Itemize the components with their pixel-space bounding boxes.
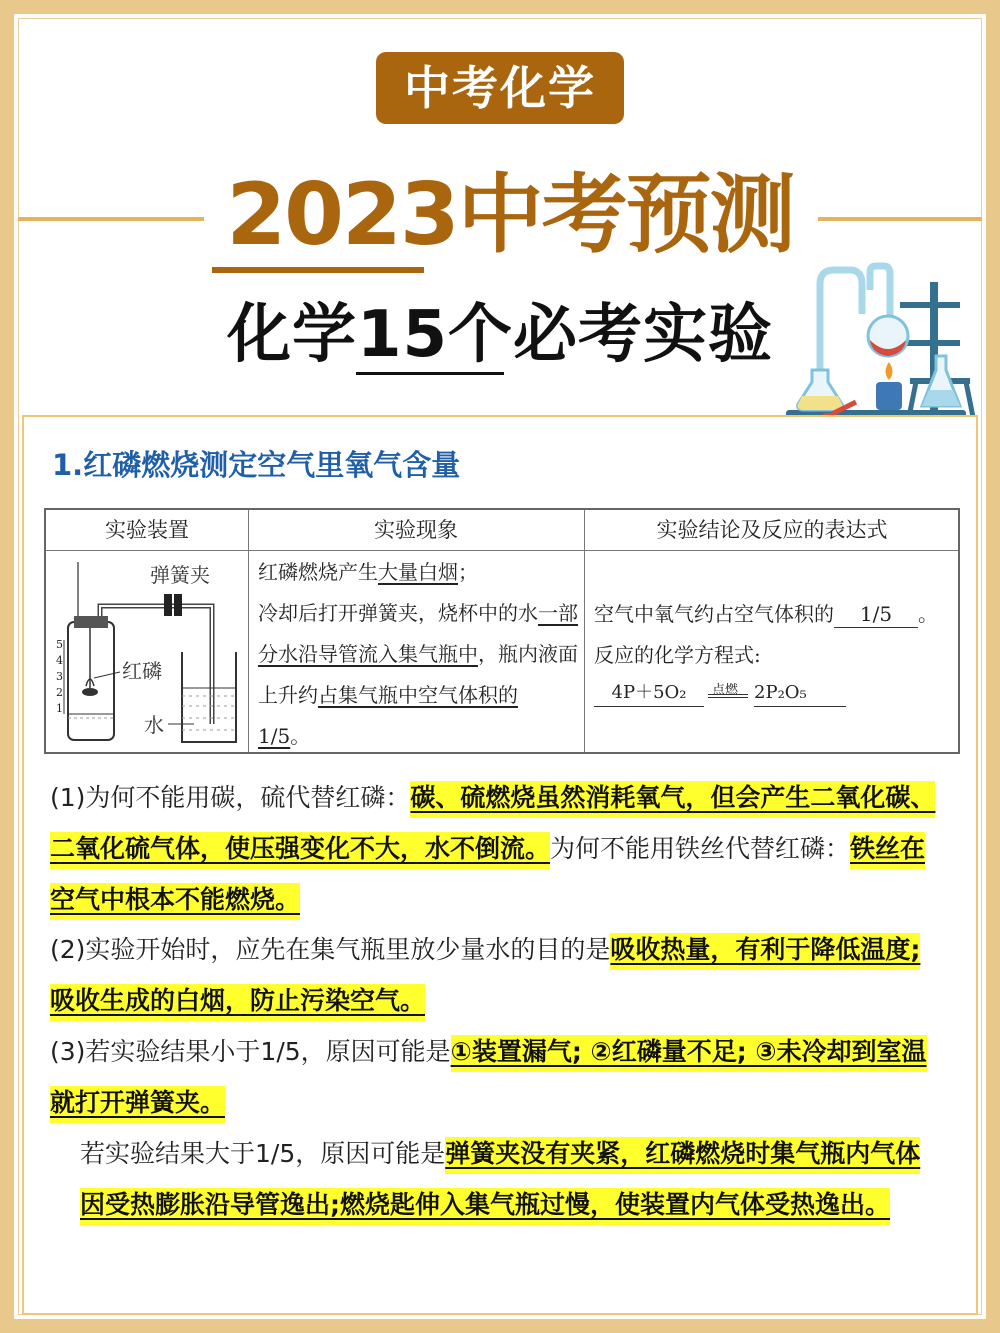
answer-highlight: 碳、硫燃烧虽然消耗氧气，但会产生二氧化碳、二氧化硫气体，使压强变化不大，水不倒流。 <box>50 781 935 869</box>
question-text: 为何不能用铁丝代替红磷： <box>550 834 851 863</box>
phenomena-line: ； <box>458 560 478 584</box>
question-text: (2)实验开始时，应先在集气瓶里放少量水的目的是 <box>50 935 611 964</box>
answer-highlight: 吸收热量，有利于降低温度;吸收生成的白烟，防止污染空气。 <box>50 933 920 1021</box>
scale-tick-label: 2 <box>56 686 63 699</box>
question-text: (1)为何不能用碳，硫代替红磷： <box>50 783 411 812</box>
phenomena-line: 冷却后打开弹簧夹，烧杯中的水 <box>258 601 538 625</box>
section-heading: 1.红磷燃烧测定空气里氧气含量 <box>52 448 461 482</box>
scale-tick-label: 4 <box>56 654 63 667</box>
equation-equals <box>708 694 748 698</box>
label-red-phosphorus: 红磷 <box>122 659 162 683</box>
title-rule-left <box>18 217 204 221</box>
phenomena-underline: 大量白烟 <box>378 560 458 584</box>
question-text: 若实验结果大于1/5，原因可能是 <box>80 1139 446 1168</box>
phenomena-line: 。 <box>290 724 311 748</box>
table-header-apparatus: 实验装置 <box>105 518 189 542</box>
scale-tick-label: 3 <box>56 670 63 683</box>
conclusion-line: 反应的化学方程式: <box>594 643 761 667</box>
scale-tick-label: 5 <box>56 638 63 651</box>
conclusion-line: 。 <box>918 602 938 626</box>
experiment-table <box>44 508 960 754</box>
label-spring-clip: 弹簧夹 <box>150 563 210 587</box>
phenomena-underline: 1/5 <box>258 724 291 748</box>
question-4 <box>50 1128 940 1230</box>
apparatus-diagram <box>50 554 246 750</box>
answer-highlight: 弹簧夹没有夹紧，红磷燃烧时集气瓶内气体因受热膨胀沿导管逸出;燃烧匙伸入集气瓶过慢，使装置内气体受热逸出。 <box>80 1137 920 1225</box>
equation-reactants: 4P＋5O₂ <box>594 680 704 707</box>
phenomena-underline: 分水沿导管流入集气瓶中 <box>258 642 478 666</box>
table-header-phenomena: 实验现象 <box>374 518 458 542</box>
question-1 <box>50 772 940 925</box>
page-title: 2023中考预测 <box>226 165 794 265</box>
conclusion-text <box>594 594 956 717</box>
subtitle-underline <box>356 372 504 375</box>
phenomena-underline: 一部 <box>538 601 578 625</box>
conclusion-fill: 1/5 <box>834 601 918 628</box>
answer-highlight: 铁丝在空气中根本不能燃烧。 <box>50 832 925 920</box>
table-header-conclusion: 实验结论及反应的表达式 <box>656 518 888 542</box>
title-underline <box>212 267 424 273</box>
phenomena-line: ，瓶内液面 <box>478 642 578 666</box>
phenomena-line: 上升约 <box>258 683 318 707</box>
subject-badge: 中考化学 <box>376 52 624 124</box>
question-2 <box>50 924 940 1026</box>
conclusion-line: 空气中氧气约占空气体积的 <box>594 602 834 626</box>
title-rule-right <box>818 217 982 221</box>
label-water: 水 <box>144 713 164 737</box>
phenomena-text <box>258 552 580 757</box>
table-divider <box>46 550 958 551</box>
phenomena-underline: 占集气瓶中空气体积的 <box>318 683 518 707</box>
lab-glassware-icon <box>780 262 980 434</box>
equation-products: 2P₂O₅ <box>754 680 846 707</box>
scale-tick-label: 1 <box>56 702 63 715</box>
answer-highlight: ①装置漏气; ②红磷量不足; ③未冷却到室温就打开弹簧夹。 <box>50 1035 927 1123</box>
equation-condition: 点燃 <box>712 683 739 698</box>
question-text: (3)若实验结果小于1/5，原因可能是 <box>50 1037 451 1066</box>
question-3 <box>50 1026 940 1128</box>
phenomena-line: 红磷燃烧产生 <box>258 560 378 584</box>
page-subtitle: 化学15个必考实验 <box>226 298 774 372</box>
chemical-equation <box>594 676 956 717</box>
